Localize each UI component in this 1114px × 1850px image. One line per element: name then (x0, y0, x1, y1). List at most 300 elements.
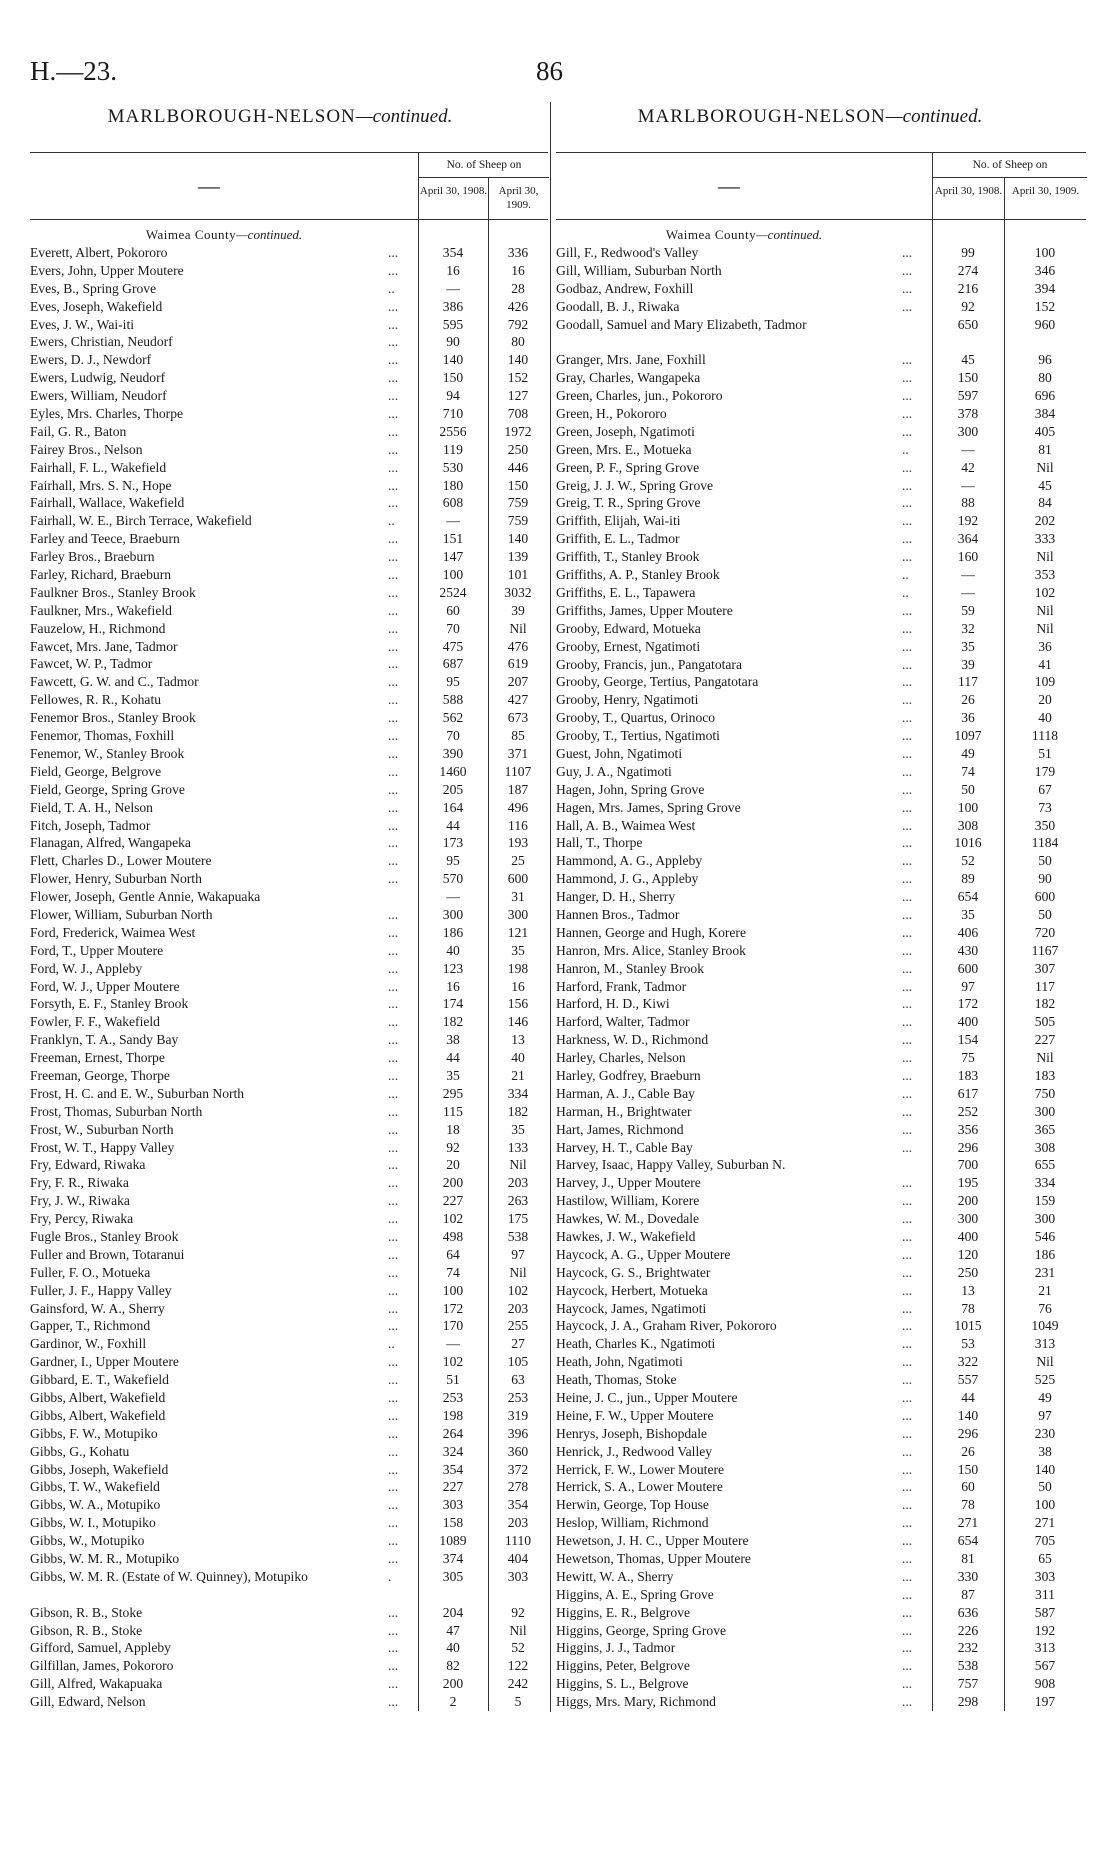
sheep-1908: 87 (961, 1586, 975, 1602)
owner-name: Frost, Thomas, Suburban North (30, 1103, 203, 1119)
sheep-1908: 53 (961, 1336, 975, 1352)
table-row (30, 960, 548, 978)
table-row (556, 1407, 1086, 1425)
sheep-1908: 400 (957, 1014, 979, 1030)
table-row (30, 1192, 548, 1210)
sheep-1909: 101 (507, 567, 529, 583)
leader-dots: ... (902, 1085, 913, 1101)
owner-name: Hastilow, William, Korere (556, 1193, 700, 1209)
owner-name: Gainsford, W. A., Sherry (30, 1300, 165, 1316)
table-row (30, 1407, 548, 1425)
table-row (30, 995, 548, 1013)
table-row (556, 638, 1086, 656)
sheep-1909: 365 (1034, 1121, 1056, 1137)
left-section-suffix: —continued. (236, 227, 303, 242)
owner-name: Freeman, Ernest, Thorpe (30, 1050, 165, 1066)
owner-name: Grooby, Ernest, Ngatimoti (556, 638, 701, 654)
sheep-1909: 720 (1034, 924, 1056, 940)
sheep-1909: 300 (1034, 1103, 1056, 1119)
sheep-1909: 271 (1034, 1515, 1056, 1531)
sheep-1908: 570 (442, 871, 464, 887)
leader-dots: ... (388, 1515, 399, 1531)
right-rows (556, 244, 1086, 1711)
sheep-1909: 546 (1034, 1229, 1056, 1244)
leader-dots: ... (388, 388, 399, 404)
leader-dots: ... (902, 924, 913, 940)
sheep-1909: 16 (511, 978, 525, 994)
sheep-1908: 44 (446, 817, 460, 833)
sheep-1909: 152 (1034, 298, 1056, 314)
sheep-1909: 50 (1038, 1479, 1052, 1495)
sheep-1909: 538 (507, 1228, 529, 1244)
leader-dots: ... (388, 1246, 399, 1262)
table-row (556, 1317, 1086, 1335)
owner-name: Evers, John, Upper Moutere (30, 262, 184, 278)
sheep-1909: 1118 (1031, 728, 1059, 744)
sheep-1908: 16 (446, 978, 460, 994)
leader-dots: ... (902, 853, 913, 869)
sheep-1908: 26 (961, 692, 975, 708)
leader-dots: ... (388, 549, 399, 565)
leader-dots: ... (388, 1390, 399, 1405)
table-row (30, 888, 548, 906)
owner-name: Fairhall, Wallace, Wakefield (30, 495, 185, 511)
leader-dots: ... (388, 1425, 399, 1441)
sheep-1908: — (446, 280, 460, 296)
right-column-title (560, 106, 1060, 128)
sheep-1909: 1107 (504, 763, 532, 779)
sheep-1909: 27 (511, 1336, 525, 1352)
owner-name: Fairhall, Mrs. S. N., Hope (30, 477, 172, 493)
owner-name: Frost, W. T., Happy Valley (30, 1139, 175, 1155)
sheep-1909: 90 (1038, 871, 1052, 887)
sheep-1909: Nil (1036, 1354, 1054, 1370)
sheep-1909: 242 (507, 1676, 529, 1692)
sheep-1908: 160 (957, 549, 979, 565)
leader-dots: ... (902, 728, 913, 744)
sheep-1909: 334 (507, 1085, 529, 1101)
table-row (556, 1514, 1086, 1532)
leader-dots: ... (902, 889, 913, 905)
sheep-1909: 35 (511, 1121, 525, 1137)
table-row (30, 691, 548, 709)
sheep-1908: 158 (442, 1515, 464, 1531)
table-row (556, 1586, 1086, 1604)
leader-dots: ... (902, 763, 913, 779)
table-row (30, 566, 548, 584)
table-row (30, 244, 548, 262)
table-row (556, 280, 1086, 298)
table-row (30, 1639, 548, 1657)
sheep-1909: 404 (507, 1551, 529, 1567)
owner-name: Hammond, A. G., Appleby (556, 853, 703, 869)
table-row (30, 316, 548, 334)
table-row (556, 1461, 1086, 1479)
leader-dots: ... (388, 942, 399, 958)
table-row (30, 602, 548, 620)
sheep-1908: 150 (957, 370, 979, 386)
leader-dots: ... (902, 1318, 913, 1334)
leader-dots: ... (388, 1479, 399, 1495)
leader-dots: ... (388, 996, 399, 1012)
table-row (556, 978, 1086, 996)
owner-name: Farley and Teece, Braeburn (30, 531, 180, 547)
leader-dots: ... (902, 495, 913, 511)
owner-name: Grooby, Henry, Ngatimoti (556, 692, 699, 708)
sheep-1908: 354 (442, 1461, 464, 1477)
sheep-1908: 81 (961, 1551, 975, 1567)
owner-name: Fry, Edward, Riwaka (30, 1157, 146, 1173)
owner-name: Goodall, Samuel and Mary Elizabeth, Tadmor (556, 316, 807, 332)
owner-name: Harkness, W. D., Richmond (556, 1032, 709, 1048)
table-row (30, 1514, 548, 1532)
owner-name: Flower, Henry, Suburban North (30, 871, 202, 887)
right-section-suffix: —continued. (756, 227, 823, 242)
right-section-name: Waimea County (665, 227, 757, 242)
table-row (30, 477, 548, 495)
table-row (30, 1532, 548, 1550)
owner-name: Faulkner, Mrs., Wakefield (30, 602, 172, 618)
sheep-1908: 44 (446, 1050, 460, 1066)
sheep-1908: 42 (961, 459, 975, 475)
leader-dots: ... (388, 1300, 399, 1316)
owner-name: Ford, T., Upper Moutere (30, 942, 164, 958)
left-table-header (30, 152, 548, 220)
table-row (556, 1389, 1086, 1407)
owner-name: Heath, John, Ngatimoti (556, 1354, 683, 1370)
sheep-1908: 100 (957, 799, 979, 815)
sheep-1908: 296 (957, 1139, 979, 1155)
owner-name: Fairhall, W. E., Birch Terrace, Wakefield (30, 513, 252, 529)
sheep-1908: 102 (442, 1211, 464, 1227)
sheep-1908: 99 (961, 245, 975, 260)
sheep-1908: 300 (957, 423, 979, 439)
leader-dots: ... (388, 763, 399, 779)
sheep-1908: 117 (958, 674, 978, 690)
table-row (556, 298, 1086, 316)
sheep-1909: 333 (1034, 531, 1056, 547)
sheep-1909: Nil (1036, 620, 1054, 636)
owner-name: Herrick, S. A., Lower Moutere (556, 1479, 723, 1495)
right-table-header (556, 152, 1086, 220)
right-header-1908: April 30, 1908. (932, 178, 1004, 219)
table-row (30, 1013, 548, 1031)
sheep-1908: 364 (957, 531, 979, 547)
sheep-1908: 154 (957, 1032, 979, 1048)
leader-dots: ... (902, 388, 913, 404)
sheep-1908: 226 (957, 1622, 979, 1638)
leader-dots: ... (388, 1622, 399, 1638)
table-row (30, 1693, 548, 1711)
owner-name: Greig, J. J. W., Spring Grove (556, 477, 714, 493)
sheep-1909: 394 (1034, 280, 1056, 296)
owner-name: Gibbs, Joseph, Wakefield (30, 1461, 169, 1477)
owner-name: Hall, A. B., Waimea West (556, 817, 696, 833)
sheep-1908: 36 (961, 710, 975, 726)
owner-name: Gibbs, W. M. R., Motupiko (30, 1551, 180, 1567)
sheep-1908: 75 (961, 1050, 975, 1066)
table-row (30, 1657, 548, 1675)
table-row (30, 1371, 548, 1389)
table-row (556, 423, 1086, 441)
left-column (30, 152, 548, 1711)
sheep-1909: 16 (511, 262, 525, 278)
table-row (30, 1156, 548, 1174)
sheep-1909: 116 (508, 817, 528, 833)
leader-dots: ... (388, 1067, 399, 1083)
sheep-1909: 307 (1034, 960, 1056, 976)
table-row (556, 1639, 1086, 1657)
table-row (556, 1103, 1086, 1121)
table-row (30, 834, 548, 852)
sheep-1908: 498 (442, 1228, 464, 1244)
leader-dots: ... (902, 352, 913, 368)
owner-name: Gardner, I., Upper Moutere (30, 1354, 179, 1370)
sheep-1909: 1972 (504, 423, 532, 439)
sheep-1909: 336 (507, 245, 529, 260)
leader-dots: ... (902, 1354, 913, 1370)
leader-dots: ... (388, 370, 399, 386)
sheep-1909: Nil (1036, 459, 1054, 475)
owner-name: Fail, G. R., Baton (30, 423, 127, 439)
leader-dots: ... (902, 477, 913, 493)
left-title-suffix: —continued. (355, 106, 453, 127)
owner-name: Hagen, Mrs. James, Spring Grove (556, 799, 741, 815)
table-row (30, 1300, 548, 1318)
leader-dots: ... (902, 298, 913, 314)
sheep-1909: 5 (514, 1694, 522, 1710)
leader-dots: ... (902, 1264, 913, 1280)
owner-name: Haycock, J. A., Graham River, Pokororo (556, 1318, 777, 1334)
owner-name: Hagen, John, Spring Grove (556, 781, 705, 797)
owner-name: Gibbs, F. W., Motupiko (30, 1425, 158, 1441)
leader-dots: ... (388, 1103, 399, 1119)
table-row (30, 1461, 548, 1479)
left-header-1908: April 30, 1908. (418, 178, 488, 219)
table-row (556, 1031, 1086, 1049)
leader-dots: ... (388, 352, 399, 368)
owner-name: Gibbs, G., Kohatu (30, 1443, 130, 1459)
sheep-1909: 350 (1034, 817, 1056, 833)
left-table-body (30, 220, 548, 1711)
table-row (556, 834, 1086, 852)
owner-name: Fauzelow, H., Richmond (30, 620, 166, 636)
table-row (30, 530, 548, 548)
sheep-1909: 600 (507, 871, 529, 887)
sheep-1909: 73 (1038, 799, 1052, 815)
sheep-1909: 80 (1038, 370, 1052, 386)
left-header-group: No. of Sheep on (418, 153, 549, 178)
sheep-1908: 102 (442, 1354, 464, 1370)
table-row (556, 316, 1086, 352)
leader-dots: ... (388, 245, 399, 260)
leader-dots: ... (388, 316, 399, 332)
sheep-1909: 92 (511, 1604, 525, 1620)
owner-name: Field, T. A. H., Nelson (30, 799, 153, 815)
table-row (556, 1496, 1086, 1514)
sheep-1909: 1184 (1031, 835, 1059, 851)
left-section-heading (30, 220, 418, 244)
sheep-1909: 97 (511, 1246, 525, 1262)
table-row (556, 799, 1086, 817)
sheep-1908: 60 (446, 602, 460, 618)
table-row (556, 1246, 1086, 1264)
owner-name: Everett, Albert, Pokororo (30, 245, 168, 260)
table-row (30, 1031, 548, 1049)
owner-name: Green, H., Pokororo (556, 406, 667, 422)
sheep-1908: 710 (442, 406, 464, 422)
sheep-1909: 50 (1038, 853, 1052, 869)
owner-name: Fenemor, W., Stanley Brook (30, 745, 185, 761)
owner-name: Forsyth, E. F., Stanley Brook (30, 996, 189, 1012)
sheep-1908: 35 (961, 638, 975, 654)
owner-name: Hewitt, W. A., Sherry (556, 1568, 674, 1584)
owner-name: Gill, F., Redwood's Valley (556, 245, 699, 260)
leader-dots: ... (902, 656, 913, 672)
owner-name: Hart, James, Richmond (556, 1121, 684, 1137)
owner-name: Freeman, George, Thorpe (30, 1067, 170, 1083)
owner-name: Harvey, Isaac, Happy Valley, Suburban N. (556, 1157, 786, 1173)
table-row (556, 1532, 1086, 1550)
owner-name: Fellowes, R. R., Kohatu (30, 692, 162, 708)
sheep-1908: 70 (446, 728, 460, 744)
table-row (30, 1353, 548, 1371)
sheep-1908: 32 (961, 620, 975, 636)
sheep-1909: 21 (1038, 1282, 1052, 1298)
sheep-1909: 319 (507, 1407, 529, 1423)
table-row (30, 494, 548, 512)
owner-name: Herrick, F. W., Lower Moutere (556, 1461, 725, 1477)
table-row (556, 387, 1086, 405)
table-row (30, 280, 548, 298)
owner-name: Godbaz, Andrew, Foxhill (556, 280, 694, 296)
sheep-1909: 45 (1038, 477, 1052, 493)
sheep-1908: 82 (446, 1658, 460, 1674)
sheep-1909: 3032 (504, 584, 532, 600)
owner-name: Gardinor, W., Foxhill (30, 1336, 147, 1352)
sheep-1909: 109 (1034, 674, 1056, 690)
table-row (556, 924, 1086, 942)
table-row (30, 906, 548, 924)
sheep-1908: 330 (957, 1568, 979, 1584)
table-row (30, 1264, 548, 1282)
sheep-1909: 21 (511, 1067, 525, 1083)
sheep-1909: 81 (1038, 441, 1052, 457)
leader-dots: ... (388, 423, 399, 439)
owner-name: Ford, W. J., Appleby (30, 960, 143, 976)
owner-name: Guest, John, Ngatimoti (556, 745, 683, 761)
sheep-1909: 140 (1034, 1461, 1056, 1477)
sheep-1908: 475 (442, 638, 464, 654)
table-row (556, 1192, 1086, 1210)
sheep-1909: 619 (507, 656, 529, 672)
owner-name: Flett, Charles D., Lower Moutere (30, 853, 212, 869)
sheep-1909: 300 (1034, 1211, 1056, 1227)
table-row (30, 817, 548, 835)
owner-name: Gill, Alfred, Wakapuaka (30, 1676, 163, 1692)
owner-name: Flanagan, Alfred, Wangapeka (30, 835, 191, 851)
owner-name: Harman, H., Brightwater (556, 1103, 692, 1119)
owner-name: Greig, T. R., Spring Grove (556, 495, 701, 511)
sheep-1909: 426 (507, 298, 529, 314)
leader-dots: ... (902, 1658, 913, 1674)
leader-dots: ... (388, 924, 399, 940)
sheep-1908: 123 (442, 960, 464, 976)
leader-dots: ... (388, 960, 399, 976)
leader-dots: ... (388, 853, 399, 869)
sheep-1908: 18 (446, 1121, 460, 1137)
sheep-1909: Nil (509, 1157, 527, 1173)
leader-dots: ... (902, 710, 913, 726)
sheep-1908: 204 (442, 1604, 464, 1620)
sheep-1908: 180 (442, 477, 464, 493)
table-row (30, 441, 548, 459)
leader-dots: ... (388, 1085, 399, 1101)
table-row (30, 1121, 548, 1139)
sheep-1908: 192 (957, 513, 979, 529)
sheep-1909: 39 (511, 602, 525, 618)
sheep-1909: 227 (1034, 1032, 1056, 1048)
leader-dots: ... (388, 674, 399, 690)
leader-dots: ... (388, 1282, 399, 1298)
sheep-1909: 203 (507, 1300, 529, 1316)
owner-name: Heslop, William, Richmond (556, 1515, 709, 1531)
leader-dots (388, 888, 418, 906)
leader-dots: ... (902, 1694, 913, 1710)
owner-name: Grooby, Edward, Motueka (556, 620, 701, 636)
leader-dots: ... (388, 1497, 399, 1513)
owner-name: Gibbs, W., Motupiko (30, 1533, 145, 1549)
leader-dots: .. (902, 441, 909, 457)
leader-dots: . (388, 1568, 392, 1584)
owner-name: Farley Bros., Braeburn (30, 549, 155, 565)
sheep-1908: 45 (961, 352, 975, 368)
leader-dots: ... (388, 620, 399, 636)
sheep-1909: 384 (1034, 406, 1056, 422)
sheep-1908: 151 (442, 531, 464, 547)
sheep-1908: 92 (961, 298, 975, 314)
table-row (556, 1139, 1086, 1157)
sheep-1909: 20 (1038, 692, 1052, 708)
table-row (30, 548, 548, 566)
right-column (556, 152, 1086, 1711)
sheep-1908: 757 (957, 1676, 979, 1692)
owner-name: Griffith, Elijah, Wai-iti (556, 513, 681, 529)
sheep-1908: 264 (442, 1425, 464, 1441)
sheep-1909: 405 (1034, 423, 1056, 439)
leader-dots: ... (388, 1264, 399, 1280)
leader-dots: ... (902, 1443, 913, 1459)
table-row (556, 548, 1086, 566)
leader-dots: ... (388, 1211, 399, 1227)
sheep-1908: — (446, 513, 460, 529)
sheep-1909: 313 (1034, 1336, 1056, 1352)
leader-dots: ... (902, 1032, 913, 1048)
sheep-1909: 346 (1034, 262, 1056, 278)
owner-name: Farley, Richard, Braeburn (30, 567, 172, 583)
sheep-1909: 85 (511, 728, 525, 744)
table-row (556, 960, 1086, 978)
sheep-1908: 232 (957, 1640, 979, 1656)
leader-dots: ... (902, 1103, 913, 1119)
owner-name: Heath, Thomas, Stoke (556, 1372, 677, 1388)
right-header-group: No. of Sheep on (932, 153, 1087, 178)
owner-name: Fowler, F. F., Wakefield (30, 1014, 160, 1030)
sheep-1909: 360 (507, 1443, 529, 1459)
owner-name: Fugle Bros., Stanley Brook (30, 1228, 179, 1244)
sheep-1909: 759 (507, 513, 529, 529)
owner-name: Fuller and Brown, Totaranui (30, 1246, 185, 1262)
